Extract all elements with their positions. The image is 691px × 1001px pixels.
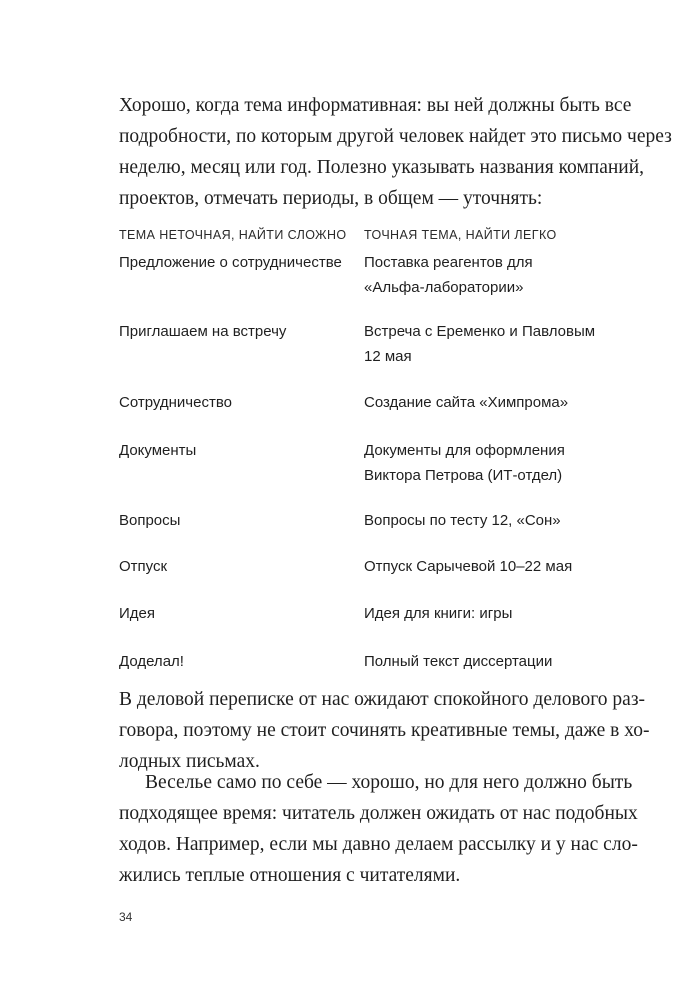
good-subject-line: Встреча с Еременко и Павловым bbox=[364, 323, 596, 340]
intro-line: неделю, месяц или год. Полезно указывать названия компаний, bbox=[119, 157, 645, 178]
good-subject-line: 12 мая bbox=[364, 348, 412, 365]
good-subject-line: Документы для оформления bbox=[364, 442, 565, 459]
good-subject bbox=[364, 390, 589, 415]
good-subject bbox=[364, 250, 589, 300]
paragraph-line: жились теплые отношения с читателями. bbox=[119, 865, 461, 886]
bad-subject: Документы bbox=[119, 442, 197, 459]
bad-subject: Вопросы bbox=[119, 512, 181, 529]
bad-subject: Отпуск bbox=[119, 558, 168, 575]
paragraph-line: лодных письмах. bbox=[119, 751, 260, 772]
good-subject-line: Идея для книги: игры bbox=[364, 605, 513, 622]
paragraph-fun bbox=[119, 767, 638, 891]
column-header-bad: ТЕМА НЕТОЧНАЯ, НАЙТИ СЛОЖНО bbox=[119, 228, 347, 242]
good-subject-line: Отпуск Сарычевой 10–22 мая bbox=[364, 558, 573, 575]
good-subject-line: Поставка реагентов для bbox=[364, 254, 533, 271]
good-subject-line: Вопросы по тесту 12, «Сон» bbox=[364, 512, 561, 529]
column-header-good: ТОЧНАЯ ТЕМА, НАЙТИ ЛЕГКО bbox=[364, 228, 557, 242]
intro-paragraph bbox=[119, 90, 672, 214]
paragraph-line: подходящее время: читатель должен ожидать от нас подобных bbox=[119, 803, 638, 824]
good-subject bbox=[364, 438, 589, 488]
good-subject-line: Создание сайта «Химпрома» bbox=[364, 394, 569, 411]
paragraph-line: В деловой переписке от нас ожидают спокойного делового раз- bbox=[119, 689, 646, 710]
paragraph-business-tone bbox=[119, 684, 650, 777]
good-subject-line: Полный текст диссертации bbox=[364, 653, 553, 670]
good-subject bbox=[364, 508, 589, 533]
bad-subject: Приглашаем на встречу bbox=[119, 323, 287, 340]
good-subject bbox=[364, 319, 596, 369]
page-number: 34 bbox=[119, 910, 133, 924]
good-subject-line: Виктора Петрова (ИТ-отдел) bbox=[364, 467, 563, 484]
good-subject bbox=[364, 554, 589, 579]
good-subject-line: «Альфа-лаборатории» bbox=[364, 279, 524, 296]
bad-subject: Доделал! bbox=[119, 653, 184, 670]
intro-line: Хорошо, когда тема информативная: вы ней должны быть все bbox=[119, 95, 632, 116]
paragraph-line: ходов. Например, если мы давно делаем рассылку и у нас сло- bbox=[119, 834, 638, 855]
good-subject bbox=[364, 601, 589, 626]
good-subject bbox=[364, 649, 589, 674]
bad-subject: Предложение о сотрудничестве bbox=[119, 254, 342, 271]
bad-subject: Идея bbox=[119, 605, 155, 622]
intro-line: проектов, отмечать периоды, в общем — уточнять: bbox=[119, 188, 543, 209]
paragraph-line: говора, поэтому не стоит сочинять креативные темы, даже в хо- bbox=[119, 720, 650, 741]
intro-line: подробности, по которым другой человек найдет это письмо через bbox=[119, 126, 672, 147]
bad-subject: Сотрудничество bbox=[119, 394, 232, 411]
paragraph-line: Веселье само по себе — хорошо, но для него должно быть bbox=[145, 772, 633, 793]
